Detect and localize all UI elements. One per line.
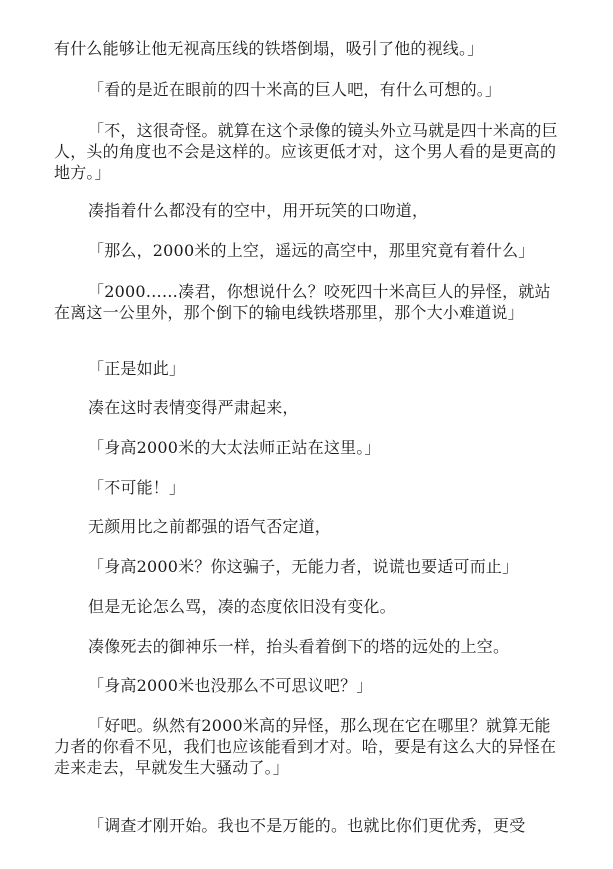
paragraph-4: 凑指着什么都没有的空中，用开玩笑的口吻道， <box>88 201 429 220</box>
paragraph-9: 「身高2000米的大太法师正站在这里。」 <box>88 438 381 457</box>
paragraph-1: 有什么能够让他无视高压线的铁塔倒塌，吸引了他的视线。」 <box>54 39 484 58</box>
paragraph-10: 「不可能！」 <box>88 478 186 497</box>
paragraph-7: 「正是如此」 <box>88 359 186 378</box>
paragraph-11: 无颜用比之前都强的语气否定道， <box>88 517 332 536</box>
paragraph-14: 凑像死去的御神乐一样，抬头看着倒下的塔的远处的上空。 <box>88 637 510 656</box>
paragraph-13: 但是无论怎么骂，凑的态度依旧没有变化。 <box>88 597 396 616</box>
paragraph-6: 「2000……凑君，你想说什么？咬死四十米高巨人的异怪，就站在离这一公里外，那个倒下的输电线铁塔那里，那个大小难道说」 <box>54 282 551 322</box>
paragraph-17: 「调查才刚开始。我也不是万能的。也就比你们更优秀，更受 <box>88 816 526 835</box>
paragraph-5: 「那么，2000米的上空，遥远的高空中，那里究竟有着什么」 <box>88 241 535 260</box>
paragraph-8: 凑在这时表情变得严肃起来， <box>88 398 299 417</box>
paragraph-2: 「看的是近在眼前的四十米高的巨人吧，有什么可想的。」 <box>88 80 502 99</box>
paragraph-16: 「好吧。纵然有2000米高的异怪，那么现在它在哪里？就算无能力者的你看不见，我们也应该能看到才对。哈，要是有这么大的异怪在走来走去，早就发生大骚动了。」 <box>54 716 557 777</box>
paragraph-15: 「身高2000米也没那么不可思议吧？」 <box>88 676 373 695</box>
paragraph-12: 「身高2000米？你这骗子，无能力者，说谎也要适可而止」 <box>88 557 519 576</box>
paragraph-3: 「不，这很奇怪。就算在这个录像的镜头外立马就是四十米高的巨人，头的角度也不会是这样的。应该更低才对，这个男人看的是更高的地方。」 <box>54 121 558 182</box>
